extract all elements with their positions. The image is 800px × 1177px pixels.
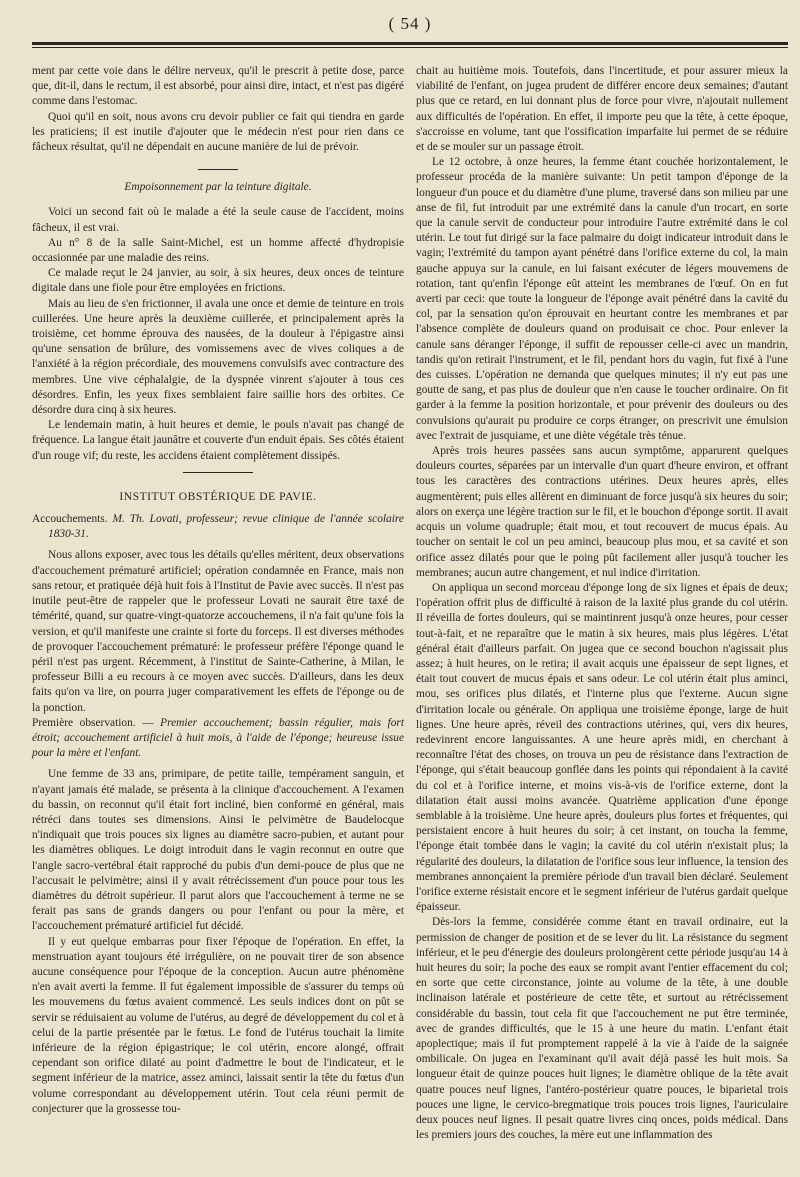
paragraph: Au n° 8 de la salle Saint-Michel, est un homme affecté d'hydropisie occasionnée par une maladie des reins. <box>32 236 404 265</box>
paragraph: Ce malade reçut le 24 janvier, au soir, à six heures, deux onces de teinture digitale dans une fiole pour être employées en frictions. <box>32 267 404 295</box>
paragraph: Après trois heures passées sans aucun symptôme, apparurent quelques douleurs courtes, séparées par un intervalle d'un quart d'heure environ, et offrant tous les caractères des contractions utérines. Deux heures après, elles augmentèrent; puis elles allèrent en diminuant de force jusqu'à six heures du soir; alors on exerça une légère traction sur le fil, et le bouchon d'éponge sortit. Il avait acquis un volume quadruple; était mou, et tout recouvert de mucus épais. Au toucher on sentait le col un peu aminci, beaucoup plus mou, et sa cavité et son orifice assez dilatés pour que le poing pût facilement aller jusqu'à toucher les membranes; aucun autre changement, et nul indice d'irritation. <box>416 445 788 579</box>
paragraph: chait au huitième mois. Toutefois, dans l'incertitude, et pour assurer mieux la viabilité de l'enfant, on jugea prudent de différer encore deux semaines; d'autant plus que ce retard, en lui donnant plus de force pour vivre, n'ajoutait nullement aux difficultés de l'opération. En effet, il importe peu que la tête, à cette époque, s'accroisse en volume, tant que l'ossification imparfaite lui permet de se réduire et de se mouler sur un passage étroit. <box>416 65 788 154</box>
article-label: Accouchements. <box>32 513 108 526</box>
left-column <box>32 64 404 1143</box>
header-rule-thick <box>32 42 788 45</box>
paragraph: Quoi qu'il en soit, nous avons cru devoir publier ce fait qui tiendra en garde les praticiens; il est inutile d'ajouter que le médecin n'est pour rien dans ce fâcheux résultat, qu'il ne dépendait en aucune manière de lui de prévoir. <box>32 110 404 154</box>
paragraph: Le 12 octobre, à onze heures, la femme étant couchée horizontalement, le professeur procéda de la manière suivante: Un petit tampon d'éponge de la longueur d'un pouce et du diamètre d'une plume, traversé dans son milieu par une anse de fil, fut introduit par une extrémité dans la canule d'un trocart, en sorte que la canule servit de conducteur pour introduire l'autre extrémité dans le col utérin. Le tout fut dirigé sur la face palmaire du doigt indicateur introduit dans le vagin; l'extrémité du tampon ayant pénétré dans l'orifice externe du col, la main gauche appuya sur la canule, en lui faisant exécuter de légers mouvemens de rotation, tant qu'enfin l'éponge eût atteint les membranes de l'œuf. On en fut averti par ceci: que toute la longueur de l'éponge avait pénétré dans la cavité du col, par la sensation qu'on éprouvait en heurtant contre les membranes et par l'absence complète de douleurs quand on produisait ce choc. Pour enlever la canule sans déranger l'éponge, il suffit de repousser celle-ci avec un mandrin, tandis qu'on retirait l'instrument, et le fil, pendant hors du vagin, fut fixé à l'une des cuisses. L'opération ne demanda que quelques minutes; il n'y eut pas une goutte de sang, et pas plus de douleur que n'en cause le toucher ordinaire. On fit garder à la femme la position horizontale, et pour prévenir des douleurs ou des convulsions qu'aurait pu produire ce corps étranger, on prescrivit une émulsion avec l'extrait de jusquiame, et une diète végétale très ténue. <box>416 156 788 442</box>
paragraph: Mais au lieu de s'en frictionner, il avala une once et demie de teinture en trois cuillerées. Une heure après la deuxième cuillerée, et principalement après la troisième, cet homme éprouva des nausées, de la douleur à l'épigastre ainsi qu'une sensation de brûlure, des vomissemens avec de vives coliques a de l'anxiété à la région précordiale, des mouvemens convulsifs avec contracture des membres. Une vive céphalalgie, de la dyspnée vinrent s'ajouter à tous ces désordres. Enfin, les yeux fixes semblaient faire saillie hors des orbites. Ce désordre dura cinq à six heures. <box>32 297 404 417</box>
paragraph: On appliqua un second morceau d'éponge long de six lignes et épais de deux; l'opération offrit plus de difficulté à raison de la laxité plus grande du col utérin. Il réveilla de fortes douleurs, qui se maintinrent jusqu'à onze heures, pour cesser tout-à-fait, et ne reparaître que le matin à six heures, mais plus légères. L'état général était d'ailleurs parfait. On jugea que ce second bouchon n'agissait plus assez; à huit heures, on le retira; il avait acquis une épaisseur de sept lignes, et était tout couvert de mucus épais et sans odeur. Le col utérin était plus aminci, mou, ses orifices plus dilatés, et l'interne plus que l'externe. Aucun signe d'irritation locale ou générale. On appliqua une troisième éponge, large de huit lignes. Une heure après, réveil des contractions utérines, qui, vers dix heures, redevinrent encore languissantes. A une heure après midi, en cherchant à reconnaître l'état des choses, on trouva un peu de résistance dans l'extraction de l'éponge, qui s'était beaucoup gonflée dans les points qui répondaient à la cavité du col et à l'orifice interne, et moins vis-à-vis de l'orifice externe, dont la dilatation était aussi moins avancée. Quatrième application d'une éponge semblable à la troisième. Une heure après, douleurs plus fortes et fréquentes, qui persistaient encore à huit heures du soir; à cet instant, on toucha la femme, l'éponge était tombée dans le vagin; la cavité du col utérin n'existait plus; la régularité des douleurs, la dilatation de l'orifice sous leur influence, la tension des membranes annonçaient la première période d'un travail bien déclaré. Seulement l'orifice externe résistait encore et le segment inférieur de l'utérus gardait quelque épaisseur. <box>416 581 788 914</box>
divider <box>198 169 238 170</box>
right-column <box>416 64 788 1143</box>
divider <box>183 472 253 473</box>
observation-heading <box>32 716 404 762</box>
page-number: ( 54 ) <box>388 14 432 33</box>
page-header <box>32 0 788 50</box>
paragraph: Dès-lors la femme, considérée comme étant en travail ordinaire, eut la permission de changer de position et de se lever du lit. La résistance du segment inférieur, et le peu d'énergie des douleurs prolongèrent cette période jusqu'au 14 à huit heures du soir; la poche des eaux se rompit avant l'entier effacement du col; en sorte que cette circonstance, jointe au volume de la tête, à une double inclinaison latérale et postérieure de cette tête, et surtout au rétrécissement considérable du bassin, tout cela fit que l'accouchement ne put être terminée, avec de grandes difficultés, que le 15 à une heure du matin. L'enfant était apoplectique; mais il fut promptement rappelé à la vie à l'aide de la saignée ombilicale. On jugea en l'examinant qu'il avait déjà passé les huit mois. Sa longueur était de quinze pouces huit lignes; le diamètre oblique de la tête avait quatre pouces neuf lignes, l'antéro-postérieur quatre pouces, le biparietal trois pouces une ligne, le cervico-bregmatique trois pouces trois lignes, l'auriculaire deux pouces neuf lignes. Il pesait quatre livres cinq onces, poids médical. Dans les premiers jours des couches, la mère eut une inflammation des <box>416 916 788 1142</box>
paragraph: Il y eut quelque embarras pour fixer l'époque de l'opération. En effet, la menstruation ayant toujours été irrégulière, on ne pouvait tirer de son absence aucune conséquence pour l'époque de la conception. Aucun autre phénomène n'en avait averti la femme. Il fut également impossible de s'assurer du temps où les mouvemens du fœtus avaient commencé. Les seuls indices dont on pût se servir se réduisaient au volume de l'utérus, au degré de développement du col et à celui de la partie présentée par le fœtus. Le fond de l'utérus touchait la limite inférieure de la région épigastrique; le col utérin, encore alongé, offrait cependant son orifice dilaté au point d'admettre le bout de l'indicateur, et le segment inférieur de la matrice, assez aminci, laissait sentir la tête du fœtus d'un volume correspondant au développement utérin. Tout cela réuni permit de conjecturer que la grossesse tou- <box>32 935 404 1115</box>
section-title: Empoisonnement par la teinture digitale. <box>124 181 312 194</box>
paragraph: Voici un second fait où le malade a été la seule cause de l'accident, moins fâcheux, il est vrai. <box>32 206 404 234</box>
observation-label: Première observation. — <box>32 716 154 729</box>
paragraph: Une femme de 33 ans, primipare, de petite taille, tempérament sanguin, et n'ayant jamais été malade, se présenta à la clinique d'accouchement. A l'examen du bassin, on reconnut qu'il était fort incliné, bien conformé en général, mais rétréci dans toutes ses dimensions. Ainsi le pelvimètre de Baudelocque n'indiquait que trois pouces six lignes au diamètre sacro-pubien, et autant pour les diamètres obliques. Le doigt introduit dans le vagin reconnut en outre que l'angle sacro-vertébral était rapproché du pubis d'un demi-pouce de plus que ne l'accusait le pelvimètre; ainsi il y avait rétrécissement d'un pouce pour tous les diamètres du détroit supérieur. Il parut alors que l'accouchement à terme ne se ferait pas sans de grands dangers ou pour l'enfant ou pour la mère, et l'accouchement prématuré artificiel fut décidé. <box>32 768 404 933</box>
header-rule-thin <box>32 47 788 48</box>
article-byline: M. Th. Lovati, professeur; revue clinique de l'année scolaire 1830-31. <box>48 513 404 541</box>
text-columns <box>32 64 788 1143</box>
institute-title: INSTITUT OBSTÉRIQUE DE PAVIE. <box>119 489 317 503</box>
paragraph: Le lendemain matin, à huit heures et demie, le pouls n'avait pas changé de fréquence. La langue était jaunâtre et couverte d'un enduit épais. Ses côtés étaient d'un rouge vif; du reste, les accidens étaient complètement dissipés. <box>32 419 404 462</box>
observation-summary: Premier accouchement; bassin régulier, mais fort étroit; accouchement artificiel à huit mois, à l'aide de l'éponge; heureuse issue pour la mère et l'enfant. <box>32 716 404 760</box>
article-heading <box>32 512 404 542</box>
paragraph: ment par cette voie dans le délire nerveux, qu'il le prescrit à petite dose, parce que, dit-il, dans le rectum, il est absorbé, pour ainsi dire, intact, et n'est pas digéré comme dans l'estomac. <box>32 65 404 108</box>
paragraph: Nous allons exposer, avec tous les détails qu'elles méritent, deux observations d'accouchement prématuré artificiel; opération condamnée en France, mais non sans retour, et pratiquée déjà huit fois à l'Institut de Pavie avec succès. Il n'est pas inutile peut-être de rappeler que le professeur Lovati ne saurait être taxé de témérité, quand, sur quatre-vingt-quatorze accouchemens, il n'a fait qu'une fois la version, et qu'il manifeste une crainte si forte du forceps. Il est diverses méthodes de provoquer l'accouchement prématuré: le professeur préfère l'éponge quand le péril n'est pas urgent. Récemment, à l'institut de Sainte-Catherine, à Milan, le professeur Billi a eu recours à ce moyen avec succès. D'ailleurs, dans les deux faits qu'on va lire, on pourra juger comparativement les effets de l'éponge ou de la ponction. <box>32 549 404 714</box>
